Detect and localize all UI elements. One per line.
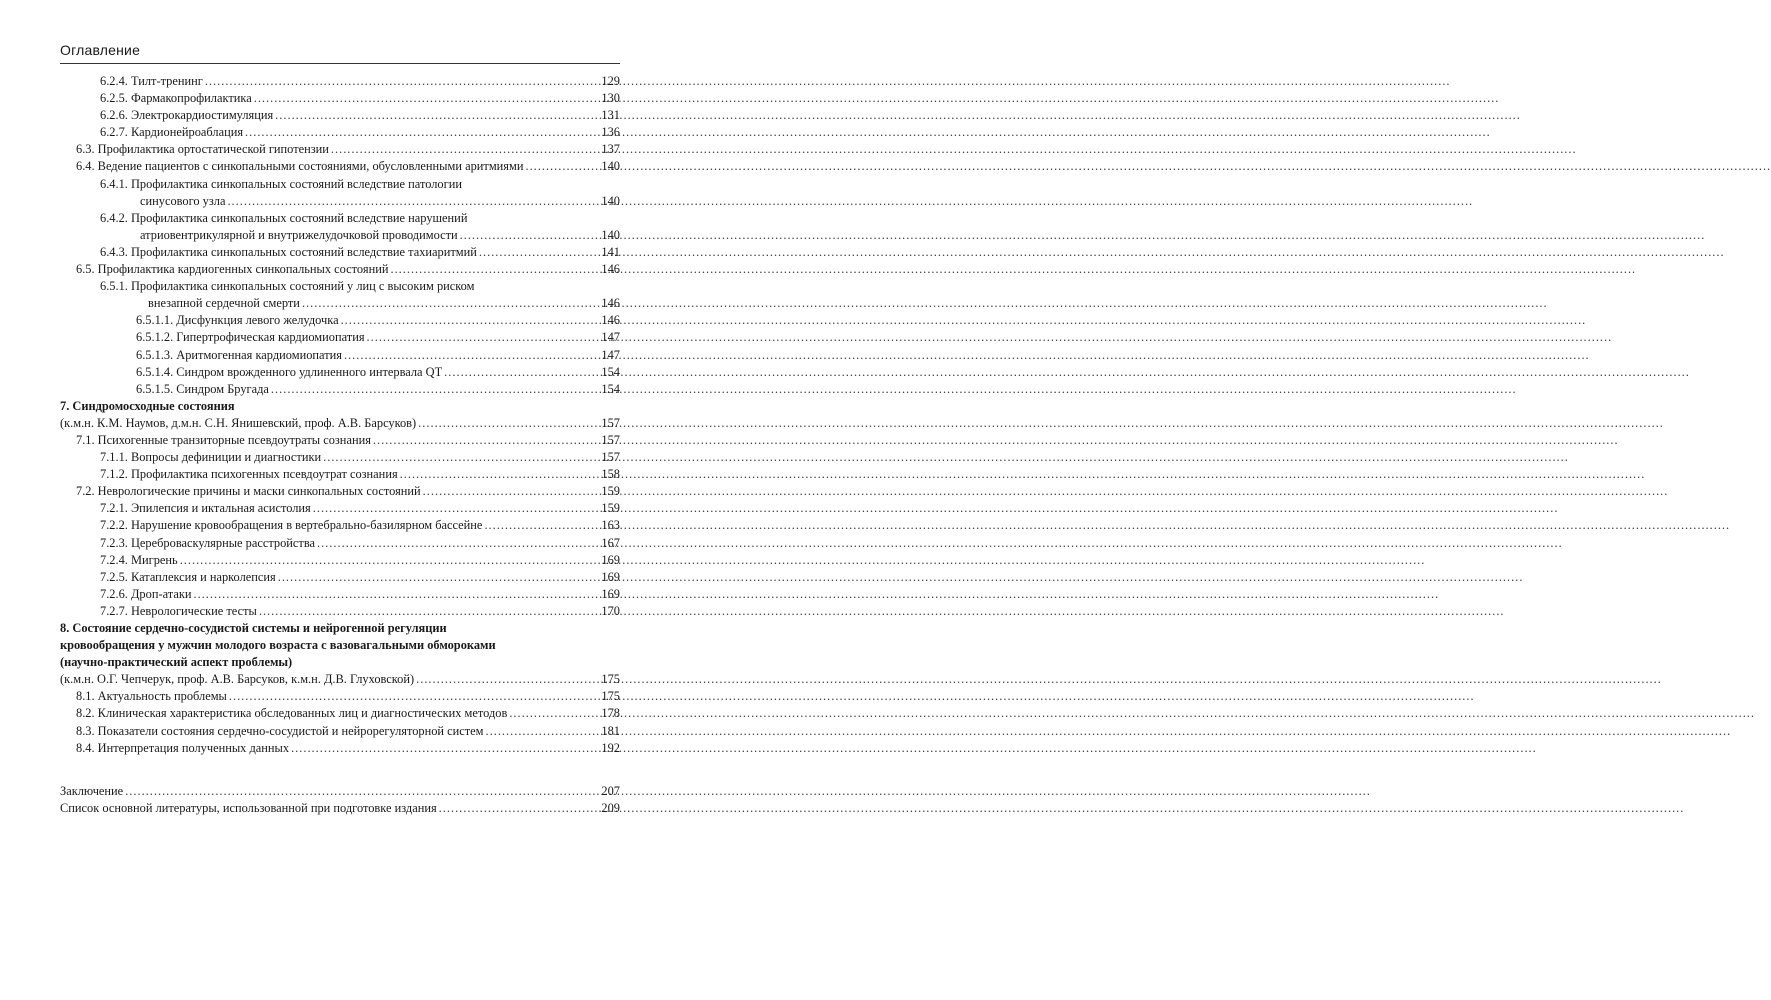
leader-dots xyxy=(460,227,598,244)
toc-entry-title: 6.2.6. Электрокардиостимуляция xyxy=(100,108,274,123)
toc-entry-page: 146 xyxy=(601,313,620,328)
toc-entry-page: 158 xyxy=(601,467,620,482)
toc-entry[interactable] xyxy=(60,740,620,757)
toc-entry-title: 6.2.4. Тилт-тренинг xyxy=(100,74,203,88)
toc-entry-title-continuation: синусового узла xyxy=(140,193,226,208)
toc-entry[interactable] xyxy=(60,569,620,586)
toc-entry-title: 6.2.7. Кардионейроаблация xyxy=(100,125,244,140)
toc-entry-title: 7.1.2. Профилактика психогенных псевдоутрат сознания xyxy=(100,467,398,482)
toc-entry[interactable] xyxy=(60,654,620,671)
leader-dots xyxy=(400,466,598,483)
toc-entry-title: 6.2.5. Фармакопрофилактика xyxy=(100,91,252,106)
leader-dots xyxy=(416,671,598,688)
leader-dots xyxy=(278,569,598,586)
toc-entry-page: 154 xyxy=(601,364,620,379)
toc-entry[interactable] xyxy=(60,603,620,620)
toc-entry-title-continuation: атриовентрикулярной и внутрижелудочковой проводимости xyxy=(140,227,458,242)
toc-entry-page: 130 xyxy=(601,91,620,106)
toc-entry[interactable] xyxy=(60,176,620,210)
toc-entry[interactable] xyxy=(60,586,620,603)
toc-entry-title: 7.2.4. Мигрень xyxy=(100,552,178,567)
table-of-contents xyxy=(60,73,620,817)
toc-entry[interactable] xyxy=(60,449,620,466)
toc-entry-page: 192 xyxy=(601,740,620,755)
toc-entry-page: 154 xyxy=(601,381,620,396)
toc-entry-title: 7.1.1. Вопросы дефиниции и диагностики xyxy=(100,450,322,465)
toc-entry[interactable] xyxy=(60,517,620,534)
toc-entry-page: 140 xyxy=(601,159,620,174)
toc-entry-page: 159 xyxy=(601,501,620,516)
toc-entry-title: 7.2.2. Нарушение кровообращения в вертебрально-базилярном бассейне xyxy=(100,518,483,533)
toc-entry-page: 140 xyxy=(601,227,620,242)
toc-entry-title: 6.4. Ведение пациентов с синкопальными состояниями, обусловленными аритмиями xyxy=(76,159,524,174)
leader-dots xyxy=(390,261,598,278)
toc-entry-title: 7.2.6. Дроп-атаки xyxy=(100,586,192,601)
toc-entry[interactable] xyxy=(60,483,620,500)
toc-entry-page: 209 xyxy=(601,800,620,815)
leader-dots xyxy=(373,432,598,449)
leader-dots xyxy=(317,535,598,552)
toc-entry[interactable] xyxy=(60,783,620,800)
toc-entry-title: 7.2. Неврологические причины и маски синкопальных состояний xyxy=(76,484,421,499)
section-gap xyxy=(60,757,620,783)
toc-entry[interactable] xyxy=(60,535,620,552)
toc-entry-title: Заключение xyxy=(60,783,124,798)
running-header: Оглавление xyxy=(60,42,141,58)
toc-entry-page: 146 xyxy=(601,262,620,277)
toc-entry-page: 141 xyxy=(601,244,620,259)
toc-entry[interactable] xyxy=(60,261,620,278)
leader-dots xyxy=(125,783,598,800)
toc-entry[interactable] xyxy=(60,688,620,705)
leader-dots xyxy=(275,107,598,124)
toc-entry-title: 6.5.1.3. Аритмогенная кардиомиопатия xyxy=(136,347,342,362)
leader-dots xyxy=(509,705,598,722)
toc-entry[interactable] xyxy=(60,107,620,124)
toc-entry-title: 7.2.7. Неврологические тесты xyxy=(100,603,257,618)
toc-entry-page: 147 xyxy=(601,347,620,362)
toc-entry-title: 6.5.1.2. Гипертрофическая кардиомиопатия xyxy=(136,330,365,345)
leader-dots xyxy=(344,347,598,364)
toc-entry-title: 6.5.1.4. Синдром врожденного удлиненного интервала QT xyxy=(136,364,443,379)
toc-entry-page: 157 xyxy=(601,415,620,430)
toc-entry-page: 131 xyxy=(601,108,620,123)
toc-entry-page: 207 xyxy=(601,783,620,798)
toc-entry[interactable] xyxy=(60,329,620,346)
toc-entry[interactable] xyxy=(60,244,620,261)
toc-entry[interactable] xyxy=(60,723,620,740)
toc-entry-title: кровообращения у мужчин молодого возраста с вазовагальными обмороками xyxy=(60,638,496,653)
toc-entry-title: 8.3. Показатели состояния сердечно-сосудистой и нейрорегуляторной систем xyxy=(76,723,484,738)
toc-entry[interactable] xyxy=(60,381,620,398)
leader-dots xyxy=(439,800,598,817)
leader-dots xyxy=(313,500,598,517)
toc-entry-page: 169 xyxy=(601,569,620,584)
toc-entry-title: (к.м.н. О.Г. Чепчерук, проф. А.В. Барсуков, к.м.н. Д.В. Глуховской) xyxy=(60,672,415,687)
toc-entry-page: 157 xyxy=(601,450,620,465)
toc-entry-title: 8.1. Актуальность проблемы xyxy=(76,689,227,704)
leader-dots xyxy=(227,193,598,210)
toc-entry-title: 8.2. Клиническая характеристика обследованных лиц и диагностических методов xyxy=(76,706,508,721)
toc-entry[interactable] xyxy=(60,124,620,141)
toc-entry-page: 136 xyxy=(601,125,620,140)
leader-dots xyxy=(180,552,598,569)
toc-entry-page: 146 xyxy=(601,296,620,311)
toc-entry-title: 6.4.3. Профилактика синкопальных состояний вследствие тахиаритмий xyxy=(100,244,477,259)
toc-entry-title: 7.2.1. Эпилепсия и иктальная асистолия xyxy=(100,501,311,516)
toc-entry-page: 157 xyxy=(601,432,620,447)
toc-entry[interactable] xyxy=(60,210,620,244)
toc-entry-title: Список основной литературы, использованной при подготовке издания xyxy=(60,800,437,815)
leader-dots xyxy=(229,688,598,705)
leader-dots xyxy=(193,586,598,603)
toc-entry-title: 7.1. Психогенные транзиторные псевдоутраты сознания xyxy=(76,432,371,447)
toc-entry-page: 169 xyxy=(601,586,620,601)
toc-entry-title: 6.4.2. Профилактика синкопальных состояний вследствие нарушений xyxy=(100,210,468,225)
leader-dots xyxy=(525,158,598,175)
toc-entry-page: 147 xyxy=(601,330,620,345)
toc-entry-page: 170 xyxy=(601,603,620,618)
toc-entry[interactable] xyxy=(60,432,620,449)
toc-entry-title-continuation: внезапной сердечной смерти xyxy=(148,296,300,311)
leader-dots xyxy=(259,603,598,620)
toc-entry-page: 169 xyxy=(601,552,620,567)
toc-entry[interactable] xyxy=(60,141,620,158)
leader-dots xyxy=(291,740,598,757)
toc-entry[interactable] xyxy=(60,90,620,107)
leader-dots xyxy=(486,723,598,740)
toc-entry-page: 137 xyxy=(601,142,620,157)
toc-entry[interactable] xyxy=(60,620,620,637)
toc-entry[interactable] xyxy=(60,312,620,329)
toc-entry[interactable] xyxy=(60,398,620,415)
toc-entry-title: 8. Состояние сердечно-сосудистой системы и нейрогенной регуляции xyxy=(60,621,447,635)
toc-entry-page: 175 xyxy=(601,672,620,687)
toc-entry[interactable] xyxy=(60,637,620,654)
toc-entry-page: 178 xyxy=(601,706,620,721)
toc-entry[interactable] xyxy=(60,364,620,381)
toc-entry[interactable] xyxy=(60,415,620,432)
toc-entry[interactable] xyxy=(60,158,620,175)
toc-entry[interactable] xyxy=(60,347,620,364)
header-rule xyxy=(60,63,620,64)
toc-entry-page: 167 xyxy=(601,535,620,550)
toc-entry[interactable] xyxy=(60,278,620,312)
toc-entry-page: 163 xyxy=(601,518,620,533)
toc-entry-title: 6.3. Профилактика ортостатической гипотензии xyxy=(76,142,329,157)
toc-entry-title: 7.2.3. Цереброваскулярные расстройства xyxy=(100,535,316,550)
leader-dots xyxy=(302,295,598,312)
toc-entry-title: 8.4. Интерпретация полученных данных xyxy=(76,740,290,755)
toc-entry-page: 159 xyxy=(601,484,620,499)
toc-entry-page: 129 xyxy=(601,74,620,88)
leader-dots xyxy=(479,244,598,261)
leader-dots xyxy=(205,73,598,90)
toc-entry[interactable] xyxy=(60,552,620,569)
toc-entry-title: (научно-практический аспект проблемы) xyxy=(60,655,293,670)
toc-entry[interactable] xyxy=(60,500,620,517)
toc-entry[interactable] xyxy=(60,73,620,90)
leader-dots xyxy=(323,449,598,466)
toc-entry[interactable] xyxy=(60,705,620,722)
leader-dots xyxy=(444,364,598,381)
leader-dots xyxy=(254,90,598,107)
toc-entry[interactable] xyxy=(60,466,620,483)
toc-entry-title: 6.5.1.1. Дисфункция левого желудочка xyxy=(136,313,339,328)
leader-dots xyxy=(418,415,598,432)
toc-entry-page: 175 xyxy=(601,689,620,704)
toc-entry-title: 6.5.1.5. Синдром Бругада xyxy=(136,381,269,396)
leader-dots xyxy=(367,329,598,346)
toc-entry-title: (к.м.н. К.М. Наумов, д.м.н. С.Н. Янишевский, проф. А.В. Барсуков) xyxy=(60,415,417,430)
toc-entry-title: 7. Синдромосходные состояния xyxy=(60,398,235,413)
toc-entry-title: 7.2.5. Катаплексия и нарколепсия xyxy=(100,569,276,584)
toc-entry-title: 6.4.1. Профилактика синкопальных состояний вследствие патологии xyxy=(100,176,462,191)
leader-dots xyxy=(331,141,598,158)
toc-entry[interactable] xyxy=(60,671,620,688)
leader-dots xyxy=(423,483,598,500)
leader-dots xyxy=(484,517,598,534)
leader-dots xyxy=(341,312,598,329)
toc-entry[interactable] xyxy=(60,800,620,817)
toc-entry-page: 181 xyxy=(601,723,620,738)
toc-entry-page: 140 xyxy=(601,193,620,208)
leader-dots xyxy=(245,124,598,141)
toc-entry-title: 6.5. Профилактика кардиогенных синкопальных состояний xyxy=(76,262,389,277)
leader-dots xyxy=(271,381,598,398)
toc-entry-title: 6.5.1. Профилактика синкопальных состояний у лиц с высоким риском xyxy=(100,279,475,294)
